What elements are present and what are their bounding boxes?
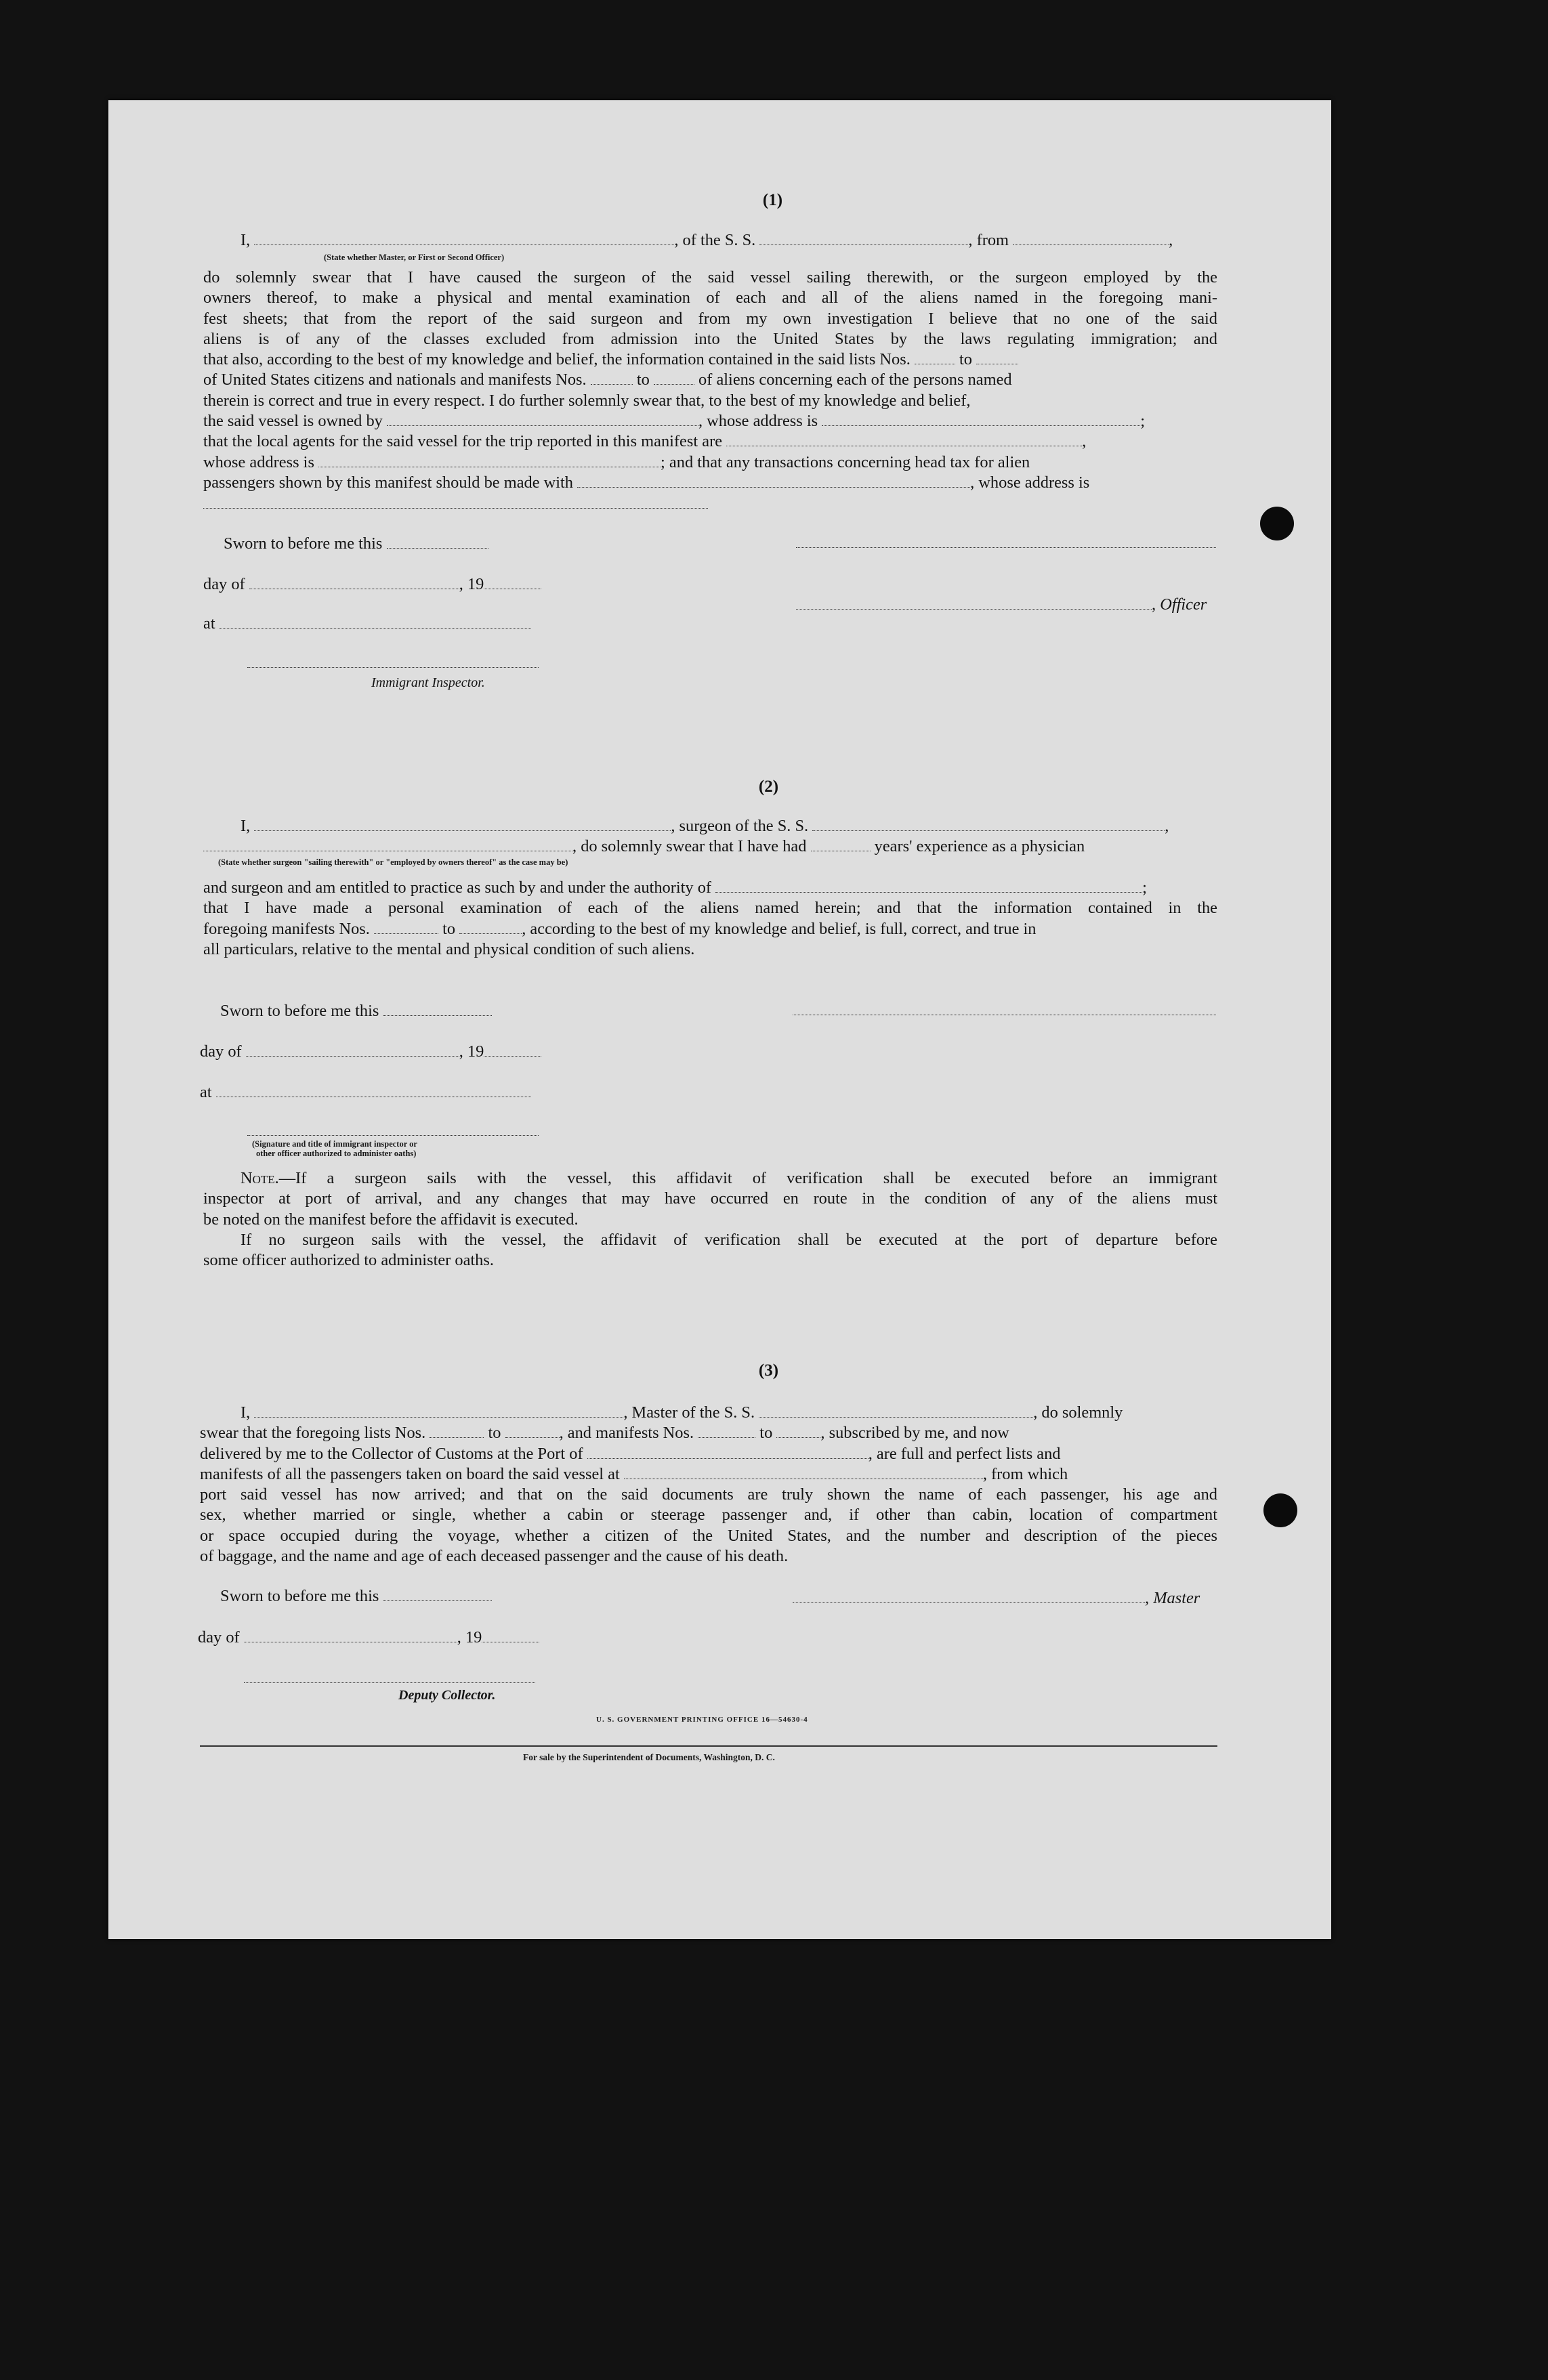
s2-line2: , do solemnly swear that I have had years' experience as a physician: [203, 836, 1085, 857]
s2-sig-caption-2: other officer authorized to administer oaths): [256, 1149, 417, 1158]
s2-note: Note.—If a surgeon sails with the vessel, this affidavit of verification shall be executed before an immigrant inspector at port of arrival, and any changes that may have occurred en route in the condition of any of the aliens must be noted on the manifest before the affidavit is executed. If no surgeon sails with the vessel, the affidavit of verification shall be executed at the port of departure before some officer authorized to administer oaths.: [203, 1169, 1217, 1270]
s1-caption-state: (State whether Master, or First or Second Officer): [324, 253, 505, 262]
s3-collector-line: [244, 1682, 535, 1683]
s1-at: at: [203, 614, 531, 634]
s3-sworn: Sworn to before me this: [220, 1586, 492, 1607]
s1-address-line: [203, 508, 708, 509]
s1-body: do solemnly swear that I have caused the surgeon of the said vessel sailing therewith, or the surgeon employed by the owners thereof, to make a physical and mental examination of each and all of the aliens named in the foregoing mani- fest sheets; that from the report of the said surgeon and from my own investigation I believe that no one of the said aliens is of any of the classes excluded from admission into the United States by the laws regulating immigration; and that also, according to the best of my knowledge and belief, the information contained in the said lists Nos. to of United States citizens and nationals and manifests Nos. to of aliens concerning each of the persons named therein is correct and true in every respect. I do further solemnly swear that, to the best of my knowledge and belief, the said vessel is owned by , whose address is ; that the local agents for the said vessel for the trip reported in this manifest are , whose address is ; and that any transactions concerning head tax for alien passengers shown by this manifest should be made with , whose address is: [203, 268, 1217, 492]
punch-hole-top: [1260, 507, 1294, 540]
s1-line1: I, , of the S. S. , from ,: [240, 231, 1173, 249]
s3-collector-label: Deputy Collector.: [398, 1688, 496, 1703]
s2-body: and surgeon and am entitled to practice as such by and under the authority of ; that I have made a personal examination of each of the aliens named herein; and that the information contained in the foregoing manifests Nos. to , according to the best of my knowledge and belief, is full, correct, and true in all particulars, relative to the mental and physical condition of such aliens.: [203, 878, 1217, 958]
s2-sig-caption-1: (Signature and title of immigrant inspector or: [252, 1139, 417, 1149]
punch-hole-bottom: [1263, 1493, 1297, 1527]
s2-sworn: Sworn to before me this: [220, 1001, 492, 1021]
section-3-number: (3): [758, 1361, 779, 1380]
section-1-number: (1): [762, 191, 783, 209]
s3-master: , Master: [793, 1588, 1200, 1609]
s1-dayof: day of , 19: [203, 574, 541, 595]
s2-caption-state: (State whether surgeon "sailing therewith" or "employed by owners thereof" as the case may be): [218, 857, 568, 867]
gpo-imprint: U. S. GOVERNMENT PRINTING OFFICE 16—54630-4: [596, 1716, 808, 1724]
section-2-number: (2): [758, 778, 779, 796]
s2-dayof: day of , 19: [200, 1042, 541, 1062]
s2-line1: I, , surgeon of the S. S. ,: [240, 817, 1169, 835]
s1-signature-line: [796, 547, 1216, 548]
s1-officer: , Officer: [796, 595, 1207, 615]
s2-at: at: [200, 1082, 531, 1103]
footer-rule: [200, 1745, 1217, 1747]
s2-sig-line: [247, 1135, 539, 1136]
s1-inspector-line: [247, 667, 539, 668]
s1-inspector-label: Immigrant Inspector.: [371, 675, 485, 690]
s3-dayof: day of , 19: [198, 1628, 539, 1648]
s1-sworn: Sworn to before me this: [224, 534, 488, 554]
s3-body: I, , Master of the S. S. , do solemnly swear that the foregoing lists Nos. to , and manifests Nos. to , subscribed by me, and now delivered by me to the Collector of Customs at the Port of , are full and perfect lists and manifests of all the passengers taken on board the said vessel at , from which port said vessel has now arrived; and that on the said documents are truly shown the name of each passenger, his age and sex, whether married or single, whether a cabin or steerage passenger and, if other than cabin, location of compartment or space occupied during the voyage, whether a citizen of the United States, and the number and description of the pieces of baggage, and the name and age of each deceased passenger and the cause of his death.: [200, 1403, 1217, 1566]
sale-notice: For sale by the Superintendent of Documents, Washington, D. C.: [523, 1752, 775, 1762]
